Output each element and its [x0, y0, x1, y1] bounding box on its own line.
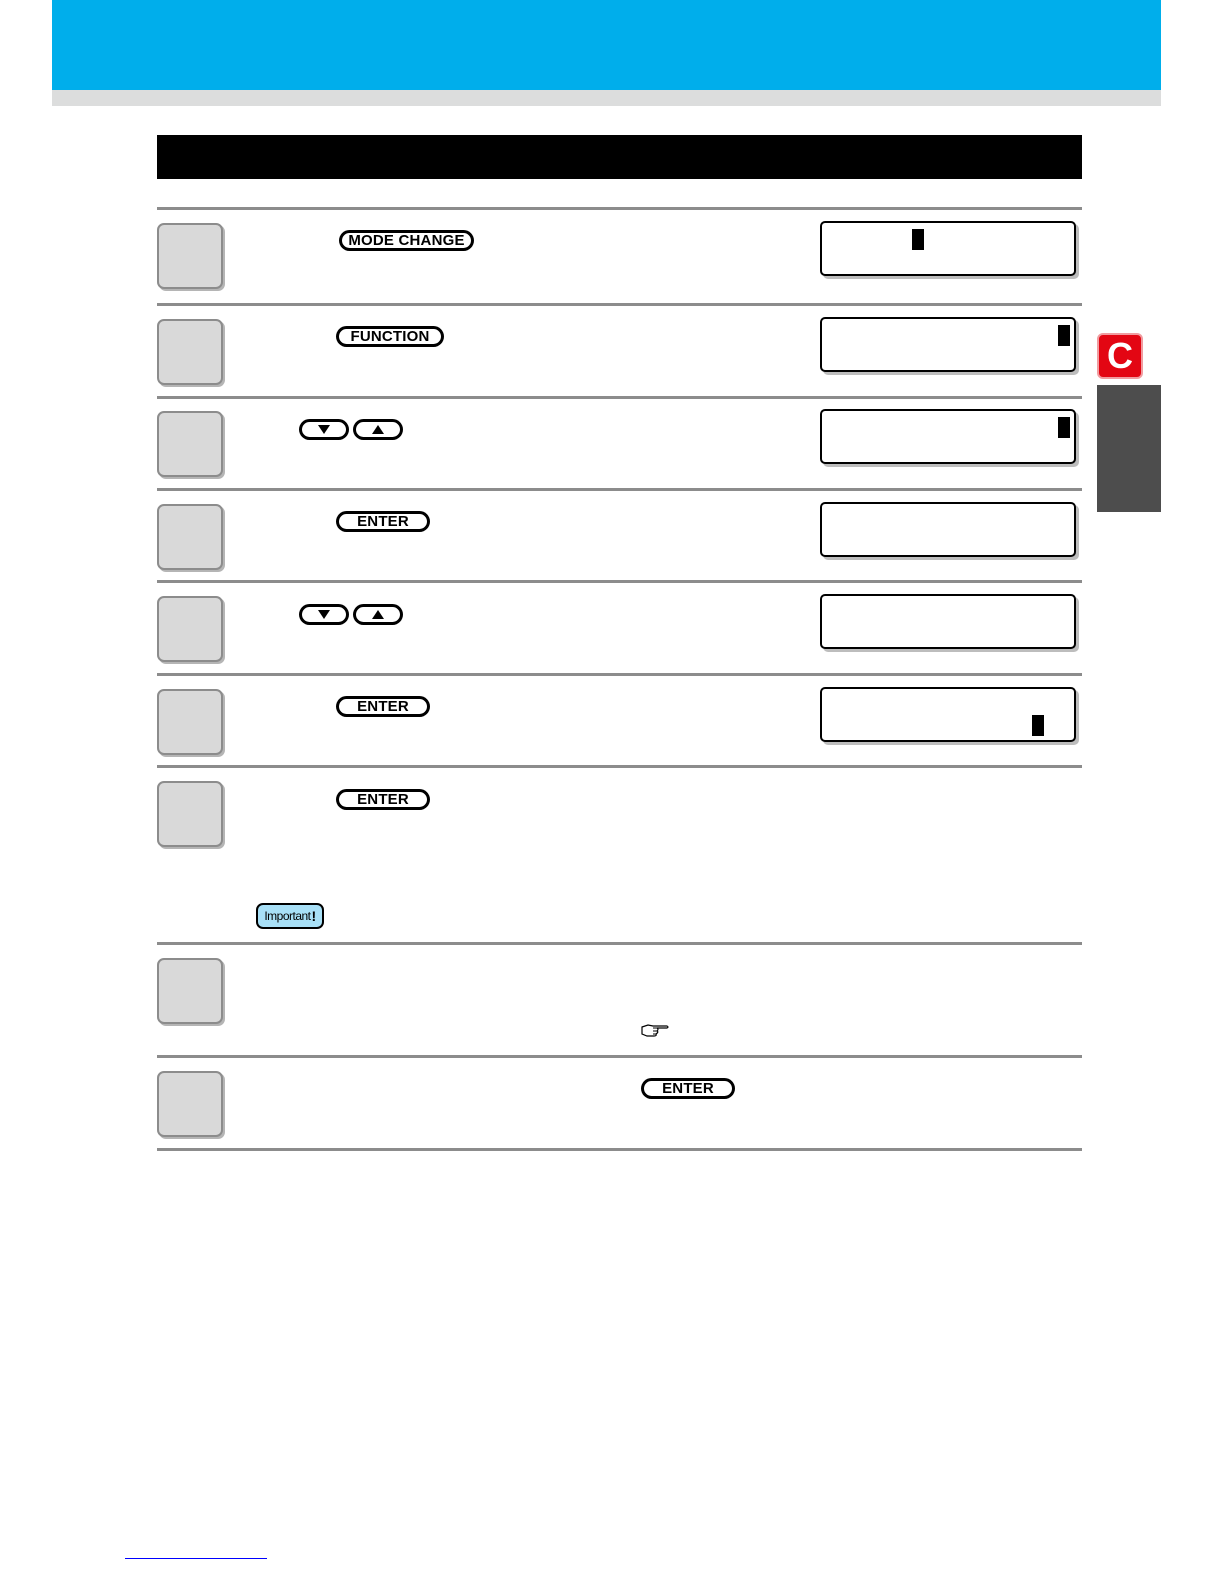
- chapter-tab-dark: [1097, 385, 1161, 512]
- triangle-down-icon: [318, 425, 330, 434]
- triangle-down-icon: [318, 610, 330, 619]
- mode-change-key[interactable]: MODE CHANGE: [340, 231, 473, 250]
- step-number-box: [157, 781, 223, 847]
- step-number-box: [157, 223, 223, 289]
- lcd-cursor: [912, 229, 924, 250]
- lcd-display: [820, 317, 1076, 372]
- pointing-hand-icon[interactable]: [640, 1021, 670, 1041]
- lcd-display: [820, 687, 1076, 742]
- footer-link-underline: [125, 1558, 267, 1559]
- step-number-box: [157, 319, 223, 385]
- step-divider: [157, 942, 1082, 945]
- down-arrow-key[interactable]: [300, 605, 348, 624]
- step-number-box: [157, 1071, 223, 1137]
- important-mark: !: [311, 908, 316, 924]
- step-divider: [157, 303, 1082, 306]
- header-shadow: [52, 90, 1161, 106]
- section-title-bar: [157, 135, 1082, 179]
- triangle-up-icon: [372, 610, 384, 619]
- header-band: [52, 0, 1161, 90]
- step-divider: [157, 488, 1082, 491]
- triangle-up-icon: [372, 425, 384, 434]
- lcd-cursor: [1032, 715, 1044, 736]
- step-number-box: [157, 689, 223, 755]
- step-number-box: [157, 596, 223, 662]
- chapter-tab-c[interactable]: C: [1097, 333, 1143, 379]
- step-divider: [157, 207, 1082, 210]
- enter-key[interactable]: ENTER: [337, 697, 429, 716]
- lcd-cursor: [1058, 325, 1070, 346]
- up-arrow-key[interactable]: [354, 420, 402, 439]
- enter-key[interactable]: ENTER: [642, 1079, 734, 1098]
- lcd-display: [820, 221, 1076, 276]
- up-arrow-key[interactable]: [354, 605, 402, 624]
- function-key[interactable]: FUNCTION: [337, 327, 443, 346]
- lcd-display: [820, 594, 1076, 649]
- step-number-box: [157, 411, 223, 477]
- step-number-box: [157, 958, 223, 1024]
- step-divider: [157, 396, 1082, 399]
- enter-key[interactable]: ENTER: [337, 790, 429, 809]
- step-divider: [157, 673, 1082, 676]
- step-divider: [157, 580, 1082, 583]
- enter-key[interactable]: ENTER: [337, 512, 429, 531]
- lcd-display: [820, 409, 1076, 464]
- important-badge: [256, 903, 324, 929]
- lcd-cursor: [1058, 417, 1070, 438]
- down-arrow-key[interactable]: [300, 420, 348, 439]
- step-divider: [157, 765, 1082, 768]
- step-divider: [157, 1055, 1082, 1058]
- step-divider: [157, 1148, 1082, 1151]
- lcd-display: [820, 502, 1076, 557]
- important-label: Important: [264, 909, 311, 923]
- step-number-box: [157, 504, 223, 570]
